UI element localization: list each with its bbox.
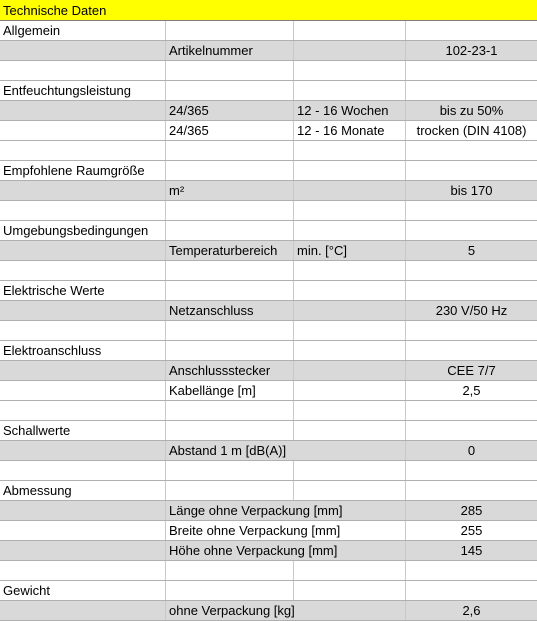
table-row (0, 121, 537, 141)
cell-c1[interactable] (166, 401, 294, 420)
cell-c3[interactable]: 285 (460, 503, 483, 518)
cell-c1[interactable]: Höhe ohne Verpackung [mm] (166, 541, 406, 560)
cell-c0[interactable] (0, 41, 166, 60)
cell-c2[interactable] (294, 141, 406, 160)
table-row (0, 481, 537, 501)
cell-c1[interactable] (166, 481, 294, 500)
cell-c0[interactable] (0, 601, 166, 620)
table-row (0, 521, 537, 541)
cell-c2[interactable] (294, 321, 406, 340)
table-row (0, 581, 537, 601)
cell-c1[interactable]: Anschlussstecker (166, 361, 294, 380)
cell-c1[interactable] (166, 81, 294, 100)
cell-c2[interactable] (294, 161, 406, 180)
cell-c0[interactable] (0, 361, 166, 380)
cell-c0[interactable] (0, 101, 166, 120)
cell-c3[interactable]: 230 V/50 Hz (435, 303, 508, 318)
cell-c1[interactable] (166, 161, 294, 180)
cell-c1[interactable]: Artikelnummer (166, 41, 294, 60)
table-row (0, 61, 537, 81)
cell-c1[interactable] (166, 581, 294, 600)
cell-c0[interactable] (0, 541, 166, 560)
cell-c1[interactable]: ohne Verpackung [kg] (166, 601, 406, 620)
cell-c3[interactable] (406, 281, 537, 300)
cell-c2[interactable] (294, 481, 406, 500)
cell-c0[interactable] (0, 321, 166, 340)
cell-c3[interactable] (406, 161, 537, 180)
cell-c3[interactable] (406, 401, 537, 420)
cell-c0[interactable] (0, 61, 166, 80)
cell-c0[interactable] (0, 201, 166, 220)
cell-c0[interactable]: Schallwerte (0, 421, 166, 440)
cell-c2[interactable]: 12 - 16 Wochen (294, 101, 406, 120)
table-row (0, 361, 537, 381)
table-row (0, 261, 537, 281)
cell-c2[interactable] (294, 381, 406, 400)
cell-c2[interactable] (294, 561, 406, 580)
table-row (0, 401, 537, 421)
cell-c3[interactable]: 145 (460, 543, 483, 558)
cell-c2[interactable] (294, 61, 406, 80)
table-row (0, 21, 537, 41)
cell-c0[interactable]: Entfeuchtungsleistung (0, 81, 166, 100)
cell-c3[interactable] (406, 461, 537, 480)
cell-c1[interactable] (166, 561, 294, 580)
cell-c2[interactable] (294, 221, 406, 240)
cell-c0[interactable] (0, 381, 166, 400)
cell-c2[interactable] (294, 201, 406, 220)
cell-c1[interactable] (166, 321, 294, 340)
cell-c3[interactable] (406, 141, 537, 160)
cell-c1[interactable]: m² (166, 181, 294, 200)
cell-c3[interactable]: bis zu 50% (439, 103, 504, 118)
cell-c3[interactable] (406, 21, 537, 40)
table-row (0, 141, 537, 161)
cell-c0[interactable] (0, 141, 166, 160)
cell-c0[interactable] (0, 501, 166, 520)
cell-c0[interactable] (0, 441, 166, 460)
cell-c0[interactable] (0, 561, 166, 580)
table-row (0, 381, 537, 401)
cell-c1[interactable]: Breite ohne Verpackung [mm] (166, 521, 406, 540)
table-row (0, 81, 537, 101)
table-row (0, 301, 537, 321)
cell-c0[interactable] (0, 461, 166, 480)
cell-c3[interactable]: 2,6 (462, 603, 481, 618)
table-row (0, 101, 537, 121)
table-row (0, 281, 537, 301)
cell-c3[interactable] (406, 81, 537, 100)
cell-c0[interactable] (0, 401, 166, 420)
cell-c0[interactable]: Allgemein (0, 21, 166, 40)
cell-c3[interactable]: 0 (467, 443, 476, 458)
cell-c0[interactable]: Empfohlene Raumgröße (0, 161, 166, 180)
table-row (0, 441, 537, 461)
cell-c2[interactable] (294, 41, 406, 60)
cell-c3[interactable] (406, 201, 537, 220)
cell-c2[interactable] (294, 461, 406, 480)
table-row (0, 221, 537, 241)
cell-c0[interactable] (0, 241, 166, 260)
cell-c0[interactable]: Elektrische Werte (0, 281, 166, 300)
cell-c1[interactable]: Kabellänge [m] (166, 381, 294, 400)
cell-c2[interactable] (294, 421, 406, 440)
cell-c1[interactable]: 24/365 (166, 101, 294, 120)
cell-c3[interactable] (406, 581, 537, 600)
table-row (0, 201, 537, 221)
cell-c3[interactable]: CEE 7/7 (447, 363, 496, 378)
table-row (0, 321, 537, 341)
table-row (0, 601, 537, 621)
cell-c2[interactable] (294, 181, 406, 200)
cell-c2[interactable] (294, 301, 406, 320)
cell-c1[interactable] (166, 341, 294, 360)
table-row (0, 421, 537, 441)
cell-c1[interactable]: Netzanschluss (166, 301, 294, 320)
cell-c2[interactable] (294, 261, 406, 280)
cell-c2[interactable] (294, 401, 406, 420)
cell-c0[interactable]: Umgebungsbedingungen (0, 221, 166, 240)
cell-c0[interactable]: Elektroanschluss (0, 341, 166, 360)
cell-c1[interactable]: Länge ohne Verpackung [mm] (166, 501, 406, 520)
cell-c2[interactable] (294, 21, 406, 40)
cell-c3[interactable] (406, 421, 537, 440)
table-row (0, 181, 537, 201)
cell-c1[interactable] (166, 141, 294, 160)
table-row (0, 41, 537, 61)
cell-c1[interactable] (166, 261, 294, 280)
table-row (0, 561, 537, 581)
cell-c3[interactable]: 255 (460, 523, 483, 538)
cell-c3[interactable] (406, 221, 537, 240)
cell-c3[interactable] (406, 61, 537, 80)
cell-c3[interactable] (406, 561, 537, 580)
cell-c1[interactable]: 24/365 (166, 121, 294, 140)
cell-c1[interactable] (166, 421, 294, 440)
cell-c0[interactable]: Gewicht (0, 581, 166, 600)
cell-c2[interactable] (294, 361, 406, 380)
cell-c2[interactable] (294, 81, 406, 100)
cell-c1[interactable] (166, 281, 294, 300)
cell-c0[interactable] (0, 181, 166, 200)
cell-c1[interactable] (166, 461, 294, 480)
cell-c1[interactable] (166, 21, 294, 40)
cell-c3[interactable]: 2,5 (462, 383, 481, 398)
cell-c2[interactable] (294, 281, 406, 300)
cell-c1[interactable] (166, 61, 294, 80)
table-row (0, 461, 537, 481)
cell-c0[interactable]: Abmessung (0, 481, 166, 500)
cell-c1[interactable] (166, 201, 294, 220)
table-row (0, 501, 537, 521)
table-row (0, 341, 537, 361)
cell-c2[interactable] (294, 581, 406, 600)
cell-c1[interactable] (166, 221, 294, 240)
cell-c0[interactable] (0, 261, 166, 280)
cell-c1[interactable]: Temperaturbereich (166, 241, 294, 260)
cell-c2[interactable]: min. [°C] (294, 241, 406, 260)
table-row (0, 161, 537, 181)
cell-c3[interactable]: 102-23-1 (445, 43, 498, 58)
cell-c3[interactable] (406, 261, 537, 280)
cell-c3[interactable] (406, 321, 537, 340)
table-row (0, 241, 537, 261)
title-row[interactable]: Technische Daten (0, 0, 537, 21)
cell-c0[interactable] (0, 521, 166, 540)
cell-c3[interactable] (406, 341, 537, 360)
cell-c1[interactable]: Abstand 1 m [dB(A)] (166, 441, 406, 460)
cell-c3[interactable]: trocken (DIN 4108) (416, 123, 527, 138)
cell-c0[interactable] (0, 301, 166, 320)
cell-c3[interactable]: bis 170 (450, 183, 493, 198)
cell-c2[interactable]: 12 - 16 Monate (294, 121, 406, 140)
cell-c2[interactable] (294, 341, 406, 360)
table-row (0, 541, 537, 561)
cell-c0[interactable] (0, 121, 166, 140)
cell-c3[interactable]: 5 (467, 243, 476, 258)
cell-c3[interactable] (406, 481, 537, 500)
